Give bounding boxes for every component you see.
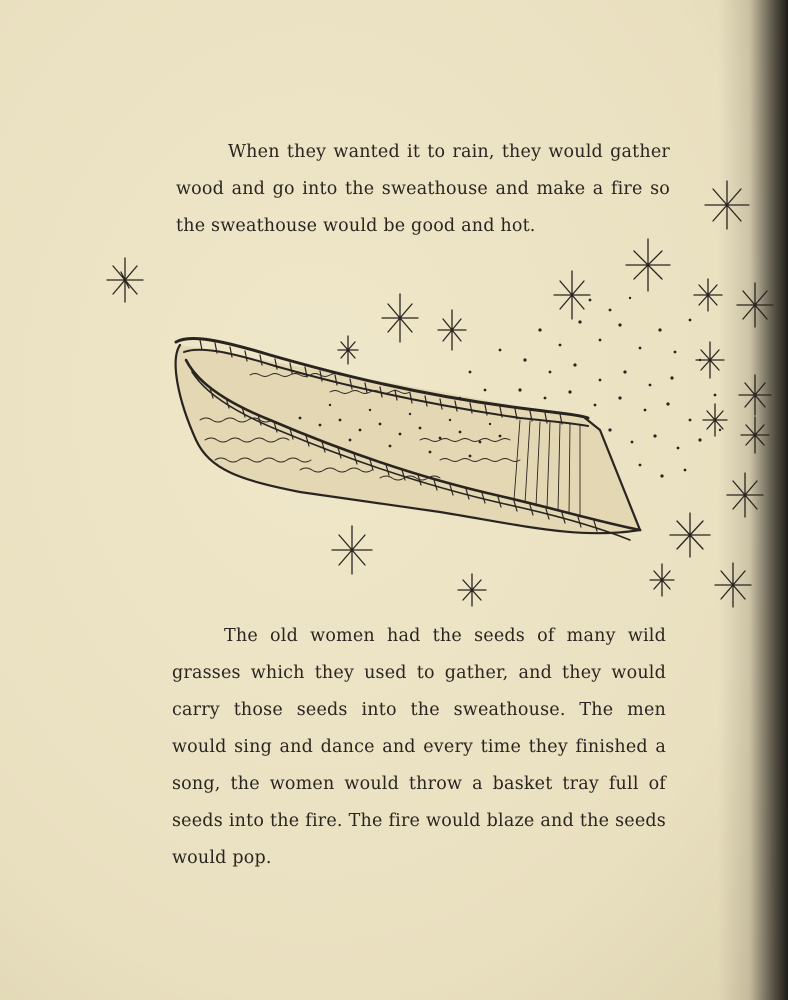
basket-tray-icon xyxy=(176,338,640,540)
paragraph-1-text: When they wanted it to rain, they would gather wood and go into the sweathouse and make a fire so the sweathouse would be good and hot. xyxy=(176,142,670,236)
paragraph-2 xyxy=(172,618,666,877)
paragraph-2-text: The old women had the seeds of many wild grasses which they used to gather, and they would carry those seeds into the sweathouse. The men would sing and dance and every time they finished a song, the women would throw a basket tray full of seeds into the fire. The fire would blaze and the seeds would pop. xyxy=(172,626,666,868)
